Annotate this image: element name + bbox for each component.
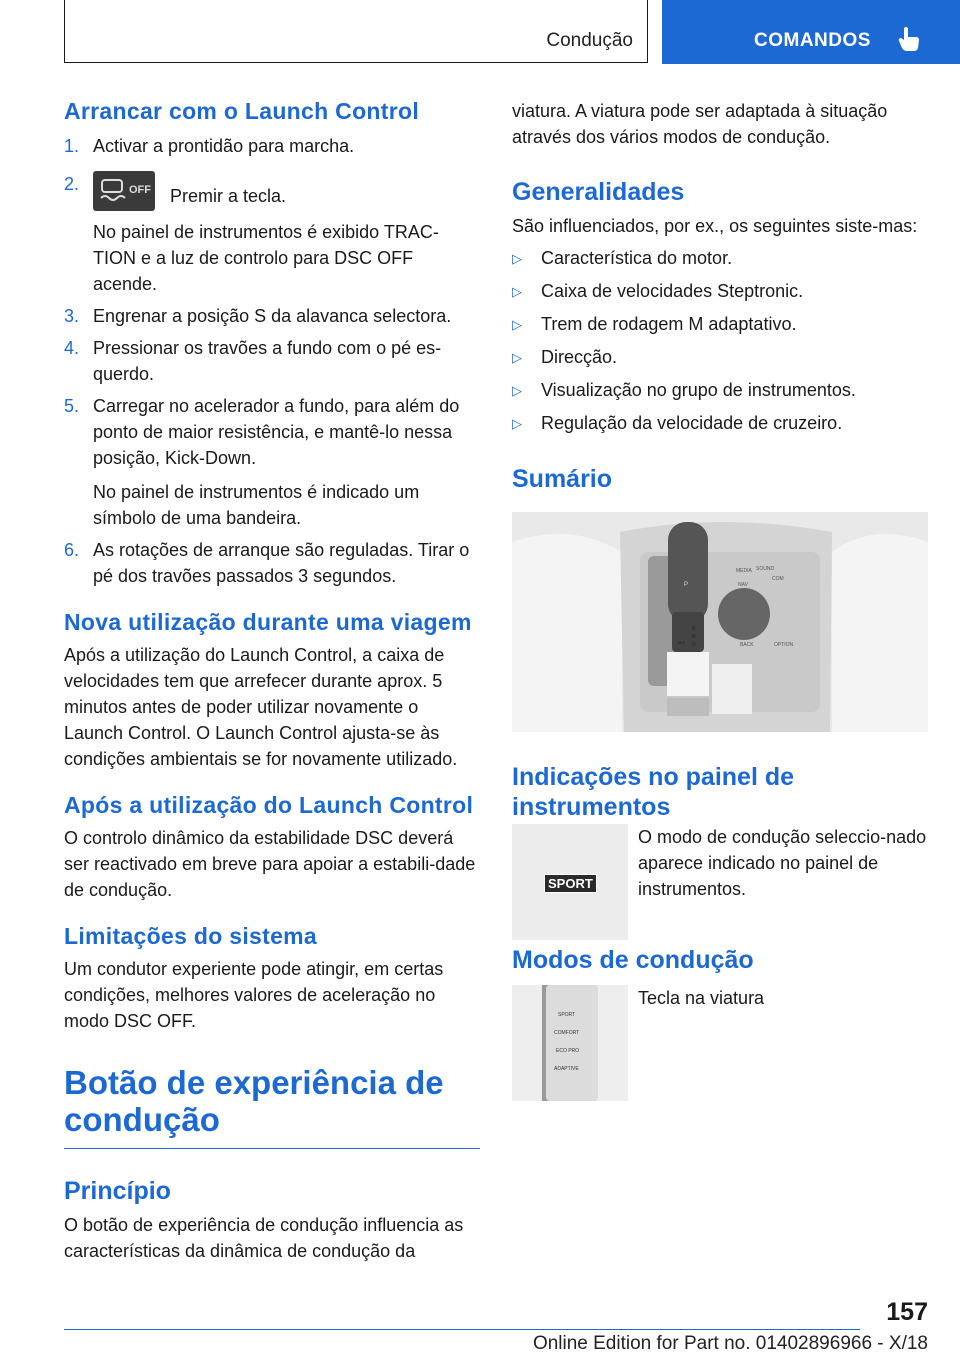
mode-buttons-image [512, 985, 628, 1101]
list-item [512, 278, 928, 305]
step-item [64, 171, 480, 211]
console-label-nav: NAV [738, 582, 748, 588]
list-item [512, 344, 928, 371]
triangle-bullet-icon: ▷ [512, 251, 522, 266]
list-item [512, 410, 928, 437]
step-number: 4. [64, 338, 80, 358]
key-off-label: OFF [129, 184, 151, 196]
step-item [64, 537, 480, 589]
indicacoes-text: O modo de condução seleccio‐nado aparece indicado no painel de instrumentos. [638, 827, 927, 899]
indicacoes-block [512, 824, 928, 940]
apos-utilizacao-text: O controlo dinâmico da estabilidade DSC deverá ser reactivado em breve para apoiar a estabili‐dade de condução. [64, 828, 476, 900]
sport-display-label: SPORT [544, 874, 597, 893]
step-text: Carregar no acelerador a fundo, para além do ponto de maior resistência, e mantê-lo nessa posição, Kick-Down. [93, 396, 460, 468]
gear-n-label: N [692, 634, 696, 640]
pointing-hand-icon [898, 26, 920, 52]
step-item [64, 479, 480, 531]
console-label-sound: SOUND [756, 566, 775, 572]
step-number [64, 219, 93, 297]
apos-utilizacao-heading: Após a utilização do Launch Control [64, 792, 474, 818]
step-text: Pressionar os travões a fundo com o pé es‐querdo. [93, 338, 442, 384]
triangle-bullet-icon: ▷ [512, 416, 522, 431]
header-chapter-tab[interactable] [662, 0, 960, 64]
mode-buttons-illustration [512, 985, 628, 1101]
step-item [64, 335, 480, 387]
left-column [64, 98, 480, 1264]
limitacoes-text: Um condutor experiente pode atingir, em certas condições, melhores valores de aceleração no modo DSC OFF. [64, 959, 444, 1031]
sumario-heading: Sumário [512, 465, 613, 493]
list-item-text: Caixa de velocidades Steptronic. [541, 281, 804, 301]
right-column [512, 98, 928, 1101]
generalidades-heading: Generalidades [512, 178, 685, 206]
botao-experiencia-title: Botão de experiência de condução [64, 1064, 444, 1138]
modos-heading: Modos de condução [512, 946, 754, 974]
indicacoes-heading: Indicações no painel de instrumentos [512, 763, 795, 821]
console-label-com: COM [772, 576, 784, 582]
modos-block [512, 985, 928, 1101]
gear-p-label: P [684, 582, 689, 588]
step-text: As rotações de arranque são reguladas. Tirar o pé dos travões passados 3 segundos. [93, 540, 470, 586]
triangle-bullet-icon: ▷ [512, 383, 522, 398]
header-section-box [64, 0, 648, 63]
step-number [64, 479, 93, 531]
step-item [64, 219, 480, 297]
step-text: Activar a prontidão para marcha. [93, 136, 355, 156]
console-label-option: OPTION [774, 642, 794, 648]
footer-rule [64, 1329, 860, 1330]
mode-button-sport: SPORT [558, 1012, 576, 1018]
step-item [64, 393, 480, 471]
footer-edition-text: Online Edition for Part no. 01402896966 - X/18 [532, 1333, 928, 1354]
principio-heading: Princípio [64, 1177, 171, 1205]
gear-ms-label: M/S [678, 640, 686, 645]
step-text: Engrenar a posição S da alavanca selectora. [93, 306, 452, 326]
list-item-text: Visualização no grupo de instrumentos. [541, 380, 856, 400]
sport-display-image [512, 824, 628, 940]
step-number: 6. [64, 540, 80, 560]
limitacoes-heading: Limitações do sistema [64, 923, 317, 949]
step-text: Premir a tecla. [170, 186, 287, 206]
list-item-text: Direcção. [541, 347, 618, 367]
step-number: 3. [64, 306, 80, 326]
step-text: No painel de instrumentos é exibido TRAC‐TION e a luz de controlo para DSC OFF acende. [93, 222, 439, 294]
console-label-media: MEDIA [736, 568, 752, 574]
console-label-back: BACK [740, 642, 754, 648]
step-text: No painel de instrumentos é indicado um símbolo de uma bandeira. [93, 482, 420, 528]
step-number: 5. [64, 396, 80, 416]
nova-utilizacao-text: Após a utilização do Launch Control, a caixa de velocidades tem que arrefecer durante aprox. 5 minutos antes de poder utilizar novamente o Launch Control. O Launch Control ajusta-se às condições ambientais se for novamente utilizado. [64, 645, 458, 769]
list-item-text: Característica do motor. [541, 248, 733, 268]
step-text-with-key [93, 171, 480, 211]
triangle-bullet-icon: ▷ [512, 350, 522, 365]
list-item-text: Regulação da velocidade de cruzeiro. [541, 413, 843, 433]
step-item [64, 133, 480, 159]
step-number: 1. [64, 136, 80, 156]
center-console-image [512, 512, 928, 732]
principio-text: O botão de experiência de condução influencia as características da dinâmica de condução da [64, 1215, 464, 1261]
triangle-bullet-icon: ▷ [512, 284, 522, 299]
list-item-text: Trem de rodagem M adaptativo. [541, 314, 797, 334]
step-number: 2. [64, 174, 80, 194]
gear-r-label: R [692, 626, 696, 632]
systems-list [512, 245, 928, 437]
nova-utilizacao-heading: Nova utilização durante uma viagem [64, 609, 472, 635]
modos-text: Tecla na viatura [638, 988, 765, 1008]
mode-button-comfort: COMFORT [554, 1030, 580, 1036]
page-number: 157 [886, 1298, 928, 1326]
generalidades-text: São influenciados, por ex., os seguintes siste‐mas: [512, 216, 918, 236]
launch-steps [64, 133, 480, 589]
title-underline [64, 1148, 480, 1149]
step-item [64, 303, 480, 329]
list-item [512, 311, 928, 338]
launch-control-heading: Arrancar com o Launch Control [64, 98, 420, 124]
mode-button-eco-pro: ECO PRO [556, 1048, 580, 1054]
header-chapter-label: COMANDOS [754, 30, 871, 51]
continued-text: viatura. A viatura pode ser adaptada à situação através dos vários modos de condução. [512, 101, 888, 147]
dsc-off-key-icon [93, 171, 155, 211]
gear-d-label: D [692, 642, 696, 648]
list-item [512, 245, 928, 272]
center-console-illustration [512, 512, 928, 732]
mode-button-adaptive: ADAPTIVE [554, 1066, 579, 1072]
triangle-bullet-icon: ▷ [512, 317, 522, 332]
header-section-title: Condução [546, 30, 633, 51]
list-item [512, 377, 928, 404]
